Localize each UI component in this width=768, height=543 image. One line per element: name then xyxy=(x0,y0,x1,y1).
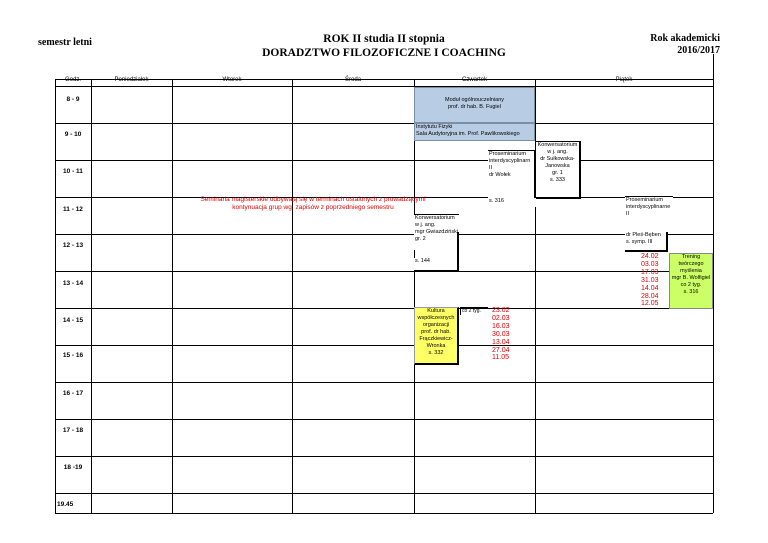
hour-label: 18 -19 xyxy=(63,464,83,471)
date-item: 02.03 xyxy=(492,314,510,322)
event-proseminarium-wolek[interactable]: Proseminarium interdyscyplinarn II dr Wołek xyxy=(488,150,536,202)
date-item: 27.04 xyxy=(492,346,510,354)
grid-vline xyxy=(55,79,56,513)
date-item: 28.04 xyxy=(641,292,659,300)
grid-hline xyxy=(55,308,713,309)
title-line-2: DORADZTWO FILOZOFICZNE I COACHING xyxy=(262,47,506,59)
hour-label: 14 - 15 xyxy=(62,317,84,324)
hour-label: 16 - 17 xyxy=(62,390,84,397)
event-konwersatorium-gr1[interactable]: Konwersatorium w j. ang. dr Sułkowska- Janowska gr. 1 s. 333 xyxy=(536,141,581,199)
event-proseminarium-ples-beben[interactable]: Proseminarium interdyscyplinarne II xyxy=(625,196,673,226)
event-modul-ogolnouczelniany[interactable]: Moduł ogólnouczelniany prof. dr hab. B. Fugiel xyxy=(414,87,535,123)
grid-vline xyxy=(172,79,173,513)
grid-hline xyxy=(55,345,713,346)
grid-hline xyxy=(55,382,713,383)
dates-friday xyxy=(641,253,669,308)
event-proseminarium-ples-beben-teacher: dr Pleś-Bęben s. symp. III xyxy=(625,232,668,252)
academic-year-value: 2016/2017 xyxy=(677,45,720,56)
event-konwersatorium-gr2[interactable]: Konwersatorium w j. ang. mgr Gwiazdziński gr. 2 xyxy=(414,214,459,250)
date-item: 12.05 xyxy=(641,300,659,308)
event-proseminarium-room: s. 316 xyxy=(488,198,536,207)
event-trening-tworczego-myslenia[interactable]: Trening twórczego myślenia mgr B. Wolfigiel co 2 tyg. s. 316 xyxy=(669,253,713,309)
event-kultura-wspolczesnych-organizacji[interactable]: Kultura współczesnych organizacji prof. dr hab. Frączkiewicz-Wronka s. 332 xyxy=(414,307,459,365)
hour-label: 10 - 11 xyxy=(63,168,83,175)
date-item: 31.03 xyxy=(641,276,659,284)
grid-hline xyxy=(55,419,713,420)
hour-label: 15 - 16 xyxy=(62,352,84,359)
grid-vline xyxy=(414,79,415,513)
hour-label: 11 - 12 xyxy=(63,206,83,213)
date-item: 24.02 xyxy=(641,253,659,260)
title-line-1: ROK II studia II stopnia xyxy=(323,33,445,45)
date-item: 13.04 xyxy=(492,338,510,346)
academic-year-label: Rok akademicki xyxy=(650,33,720,44)
date-item: 14.04 xyxy=(641,284,659,292)
col-header-tuesday: Wtorek xyxy=(222,77,242,83)
hour-label: 17 - 18 xyxy=(62,427,84,434)
date-item: 03.03 xyxy=(641,260,659,268)
date-item: 11.05 xyxy=(492,354,509,362)
hour-label: 12 - 13 xyxy=(62,242,84,249)
grid-hline xyxy=(55,123,713,124)
date-item: 16.03 xyxy=(492,322,510,330)
col-header-hour: Godz. xyxy=(64,77,81,83)
hour-label: 19.45 xyxy=(57,501,74,508)
grid-vline xyxy=(292,79,293,513)
col-header-wednesday: Środa xyxy=(344,77,361,83)
col-header-monday: Poniedziałek xyxy=(114,77,149,83)
event-kultura-frequency: co 2 tyg. xyxy=(460,307,488,315)
grid-vline xyxy=(91,79,92,513)
grid-hline xyxy=(55,86,713,87)
header-tick xyxy=(713,54,714,79)
hour-label: 9 - 10 xyxy=(64,131,82,138)
box-edge xyxy=(457,232,459,272)
date-item: 23.02 xyxy=(492,307,510,314)
grid-hline xyxy=(55,271,713,272)
date-item: 30.03 xyxy=(492,330,510,338)
grid-hline xyxy=(55,456,713,457)
event-konwersatorium-gr2-room: s. 144 xyxy=(414,258,459,272)
grid-hline xyxy=(55,513,713,514)
semester-label: semestr letni xyxy=(38,37,92,48)
event-instytut-fizyki[interactable]: Instytutu Fizyki Sala Audytoryjna im. Prof. Pawlikowskiego xyxy=(414,123,535,141)
grid-vline xyxy=(713,79,714,513)
hour-label: 8 - 9 xyxy=(66,96,80,103)
grid-hline xyxy=(55,160,713,161)
col-header-friday: Piątek xyxy=(615,77,633,83)
date-item: 17.03 xyxy=(641,268,659,276)
note-seminaria: Seminaria magisterskie odbywają się w terminach ustalonych z prowadzącymi kontynuacja grup wg. zapisów z poprzedniego semestru xyxy=(200,196,426,211)
hour-label: 13 - 14 xyxy=(62,280,84,287)
col-header-thursday: Czwartek xyxy=(461,77,487,83)
grid-hline xyxy=(55,234,713,235)
dates-thursday xyxy=(492,307,522,362)
grid-hline xyxy=(55,493,713,494)
